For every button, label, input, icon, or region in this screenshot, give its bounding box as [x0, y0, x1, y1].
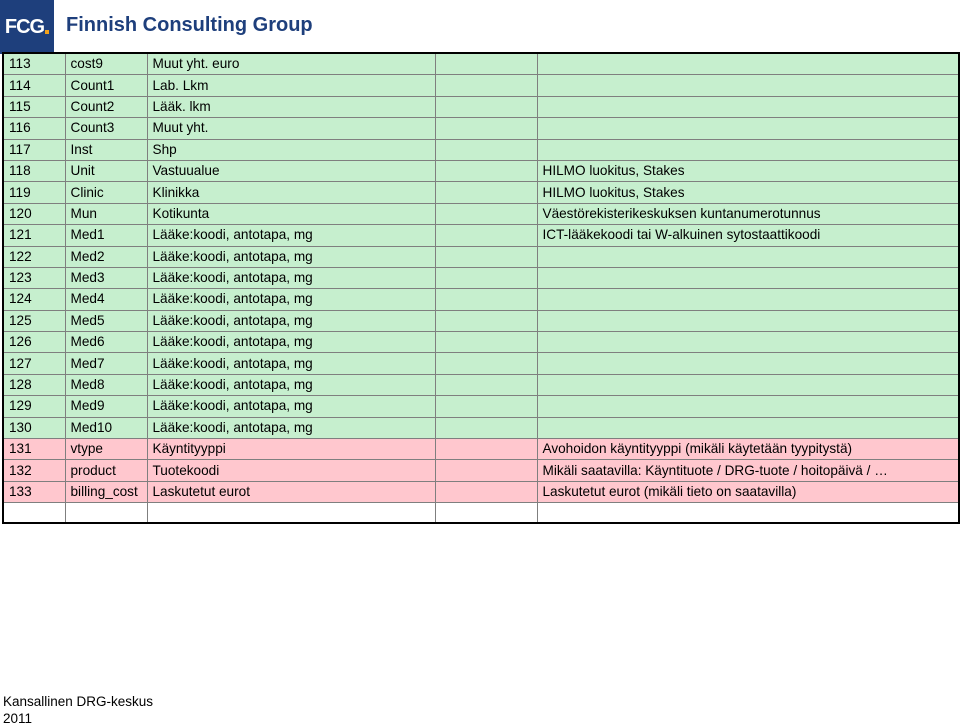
table-row — [3, 246, 959, 267]
table-row — [3, 374, 959, 395]
blank-cell — [435, 203, 537, 224]
company-name: Finnish Consulting Group — [66, 14, 313, 36]
source-cell — [537, 332, 959, 353]
variable-name-cell: Med10 — [65, 417, 147, 438]
table-row — [3, 310, 959, 331]
footer-year: 2011 — [3, 711, 33, 726]
description-cell: Lääke:koodi, antotapa, mg — [147, 246, 435, 267]
row-number-cell: 121 — [3, 225, 65, 246]
blank-cell — [435, 118, 537, 139]
row-number-cell: 127 — [3, 353, 65, 374]
table-row — [3, 267, 959, 288]
source-cell: Mikäli saatavilla: Käyntituote / DRG-tuote / hoitopäivä / … — [537, 460, 959, 481]
source-cell — [537, 289, 959, 310]
blank-cell — [435, 310, 537, 331]
blank-cell — [435, 439, 537, 460]
source-cell — [537, 310, 959, 331]
source-cell — [537, 118, 959, 139]
variable-name-cell: Count3 — [65, 118, 147, 139]
blank-cell — [435, 53, 537, 75]
source-cell: Avohoidon käyntityyppi (mikäli käytetään tyypitystä) — [537, 439, 959, 460]
row-number-cell: 131 — [3, 439, 65, 460]
source-cell: Väestörekisterikeskuksen kuntanumerotunnus — [537, 203, 959, 224]
source-cell — [537, 139, 959, 160]
table-row — [3, 439, 959, 460]
variable-name-cell: Med3 — [65, 267, 147, 288]
blank-cell — [435, 246, 537, 267]
variable-name-cell: Count2 — [65, 96, 147, 117]
row-number-cell: 132 — [3, 460, 65, 481]
variable-name-cell: product — [65, 460, 147, 481]
variable-name-cell: Med2 — [65, 246, 147, 267]
source-cell — [537, 246, 959, 267]
description-cell: Muut yht. euro — [147, 53, 435, 75]
description-cell: Lääke:koodi, antotapa, mg — [147, 310, 435, 331]
table-row — [3, 160, 959, 181]
variable-name-cell: Med7 — [65, 353, 147, 374]
table-row — [3, 203, 959, 224]
row-number-cell: 114 — [3, 75, 65, 96]
row-number-cell: 125 — [3, 310, 65, 331]
description-cell — [147, 503, 435, 524]
row-number-cell: 133 — [3, 481, 65, 502]
row-number-cell: 130 — [3, 417, 65, 438]
source-cell — [537, 396, 959, 417]
row-number-cell: 113 — [3, 53, 65, 75]
variable-name-cell: Med9 — [65, 396, 147, 417]
description-cell: Muut yht. — [147, 118, 435, 139]
blank-cell — [435, 481, 537, 502]
blank-cell — [435, 417, 537, 438]
description-cell: Lääk. lkm — [147, 96, 435, 117]
description-cell: Käyntityyppi — [147, 439, 435, 460]
table-row — [3, 118, 959, 139]
row-number-cell: 123 — [3, 267, 65, 288]
variable-name-cell: Med4 — [65, 289, 147, 310]
blank-cell — [435, 160, 537, 181]
row-number-cell: 122 — [3, 246, 65, 267]
source-cell — [537, 353, 959, 374]
source-cell: ICT-lääkekoodi tai W-alkuinen sytostaattikoodi — [537, 225, 959, 246]
variable-name-cell: Med6 — [65, 332, 147, 353]
data-table — [2, 52, 960, 524]
description-cell: Kotikunta — [147, 203, 435, 224]
variable-name-cell: Clinic — [65, 182, 147, 203]
row-number-cell: 116 — [3, 118, 65, 139]
logo-text: FCG — [4, 15, 45, 38]
table-row — [3, 75, 959, 96]
table-row — [3, 53, 959, 75]
source-cell: HILMO luokitus, Stakes — [537, 182, 959, 203]
description-cell: Lääke:koodi, antotapa, mg — [147, 417, 435, 438]
blank-cell — [435, 225, 537, 246]
description-cell: Vastuualue — [147, 160, 435, 181]
fcg-logo — [0, 0, 54, 54]
source-cell — [537, 503, 959, 524]
blank-cell — [435, 96, 537, 117]
table-row — [3, 396, 959, 417]
row-number-cell: 115 — [3, 96, 65, 117]
variable-name-cell: vtype — [65, 439, 147, 460]
variable-name-cell: Mun — [65, 203, 147, 224]
table-row — [3, 289, 959, 310]
blank-cell — [435, 182, 537, 203]
blank-cell — [435, 267, 537, 288]
variable-name-cell: Med8 — [65, 374, 147, 395]
blank-cell — [435, 353, 537, 374]
description-cell: Lääke:koodi, antotapa, mg — [147, 289, 435, 310]
blank-cell — [435, 503, 537, 524]
blank-cell — [435, 396, 537, 417]
table-row — [3, 417, 959, 438]
variable-name-cell: Count1 — [65, 75, 147, 96]
row-number-cell: 118 — [3, 160, 65, 181]
variable-name-cell: Inst — [65, 139, 147, 160]
footer — [3, 693, 153, 727]
description-cell: Lääke:koodi, antotapa, mg — [147, 332, 435, 353]
row-number-cell: 128 — [3, 374, 65, 395]
row-number-cell — [3, 503, 65, 524]
row-number-cell: 129 — [3, 396, 65, 417]
row-number-cell: 119 — [3, 182, 65, 203]
variable-name-cell: Med1 — [65, 225, 147, 246]
description-cell: Tuotekoodi — [147, 460, 435, 481]
description-cell: Lääke:koodi, antotapa, mg — [147, 396, 435, 417]
table-row — [3, 139, 959, 160]
blank-cell — [435, 332, 537, 353]
variable-name-cell: Unit — [65, 160, 147, 181]
blank-cell — [435, 289, 537, 310]
table-row — [3, 460, 959, 481]
source-cell — [537, 75, 959, 96]
description-cell: Lab. Lkm — [147, 75, 435, 96]
blank-cell — [435, 374, 537, 395]
table-row — [3, 503, 959, 524]
blank-cell — [435, 139, 537, 160]
source-cell — [537, 374, 959, 395]
source-cell — [537, 267, 959, 288]
row-number-cell: 120 — [3, 203, 65, 224]
variable-name-cell — [65, 503, 147, 524]
logo-dot-icon — [45, 30, 49, 34]
description-cell: Lääke:koodi, antotapa, mg — [147, 267, 435, 288]
table-row — [3, 225, 959, 246]
row-number-cell: 117 — [3, 139, 65, 160]
table-row — [3, 332, 959, 353]
table-row — [3, 481, 959, 502]
description-cell: Lääke:koodi, antotapa, mg — [147, 225, 435, 246]
description-cell: Klinikka — [147, 182, 435, 203]
table-row — [3, 182, 959, 203]
row-number-cell: 124 — [3, 289, 65, 310]
description-cell: Lääke:koodi, antotapa, mg — [147, 353, 435, 374]
source-cell: HILMO luokitus, Stakes — [537, 160, 959, 181]
variable-name-cell: cost9 — [65, 53, 147, 75]
description-cell: Laskutetut eurot — [147, 481, 435, 502]
source-cell: Laskutetut eurot (mikäli tieto on saatavilla) — [537, 481, 959, 502]
variable-name-cell: Med5 — [65, 310, 147, 331]
source-cell — [537, 417, 959, 438]
row-number-cell: 126 — [3, 332, 65, 353]
variable-name-cell: billing_cost — [65, 481, 147, 502]
description-cell: Shp — [147, 139, 435, 160]
description-cell: Lääke:koodi, antotapa, mg — [147, 374, 435, 395]
source-cell — [537, 53, 959, 75]
blank-cell — [435, 75, 537, 96]
blank-cell — [435, 460, 537, 481]
footer-org: Kansallinen DRG-keskus — [3, 694, 154, 709]
source-cell — [537, 96, 959, 117]
table-row — [3, 353, 959, 374]
table-row — [3, 96, 959, 117]
